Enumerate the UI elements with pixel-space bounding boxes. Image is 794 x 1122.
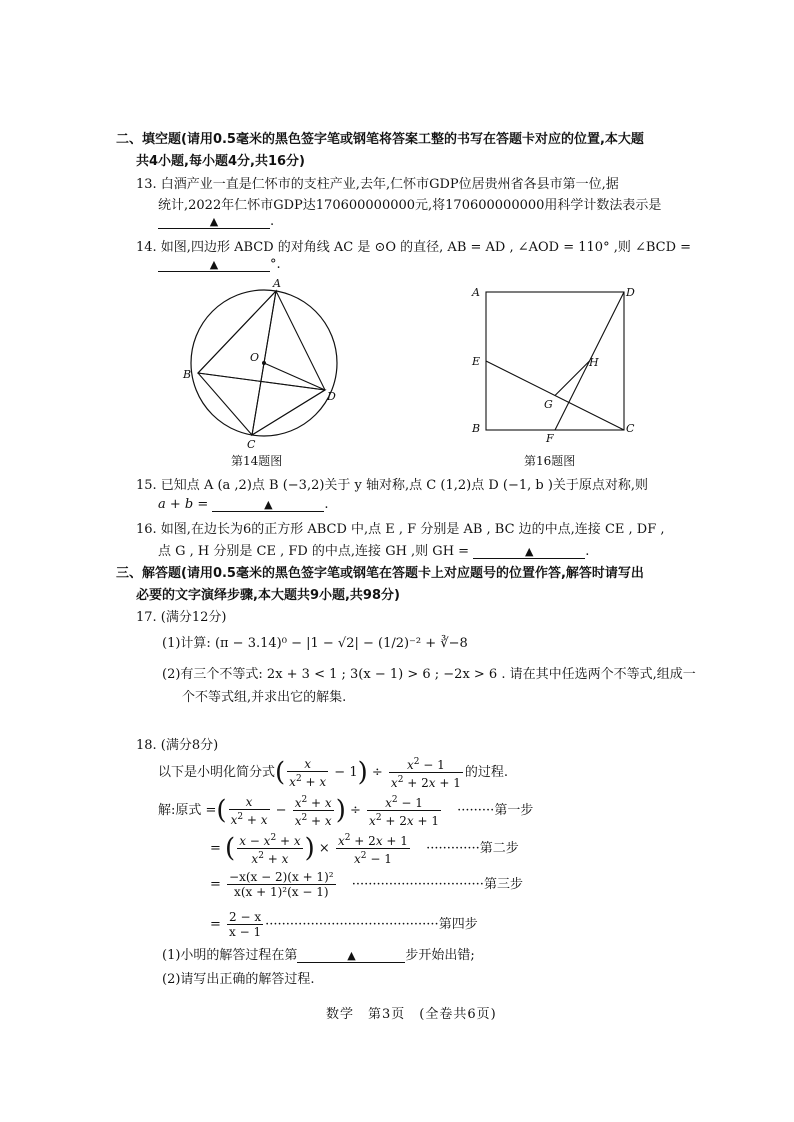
q14-answer-blank: ▲ °. — [158, 256, 281, 272]
q18-step2: = ( $\frac{x - x^2 + x}{x^2 + x}$ ) × $\frac{x^2 + 2x + 1}{x^2 - 1}$ ·············第二步 — [210, 833, 519, 866]
figure-16-diagram — [465, 280, 645, 450]
fig16-label-H: H — [589, 356, 599, 369]
fig16-label-G: G — [544, 398, 553, 411]
section3-title-line1: 三、解答题(请用0.5毫米的黑色签字笔或钢笔在答题卡上对应题号的位置作答,解答时请写出 — [116, 566, 644, 581]
fig16-label-B: B — [472, 422, 481, 435]
q17-part2-line1: (2)有三个不等式: 2x + 3 < 1 ; 3(x − 1) > 6 ; −2x > 6 . 请在其中任选两个不等式,组成一 — [162, 667, 696, 682]
q18-step2-label: 第二步 — [479, 841, 519, 856]
q18-step1: 解:原式 =( $\frac{x}{x^2 + x}$ − $\frac{x^2 + x}{x^2 + x}$ ) ÷ $\frac{x^2 - 1}{x^2 + 2x + 1}$ ·········第一步 — [158, 794, 534, 828]
q15-line2: a + b = ▲ . — [158, 497, 329, 512]
figure-16-caption: 第16题图 — [524, 454, 576, 468]
fig16-label-D: D — [626, 286, 635, 299]
q15-line1: 15. 已知点 A (a ,2)点 B (−3,2)关于 y 轴对称,点 C (1,2)点 D (−1, b )关于原点对称,则 — [136, 478, 649, 493]
figure-14-caption: 第14题图 — [231, 454, 283, 468]
section2-title-line1: 二、填空题(请用0.5毫米的黑色签字笔或钢笔将答案工整的书写在答题卡对应的位置,本大题 — [116, 132, 644, 147]
q18-heading: 18. (满分8分) — [136, 738, 219, 753]
fig16-label-E: E — [472, 355, 481, 368]
q17-expression: (π − 3.14)⁰ − |1 − √2| − (1/2)⁻² + ∛−8 — [214, 636, 468, 651]
q17-part2-line2: 个不等式组,并求出它的解集. — [182, 690, 347, 705]
section2-title-line2: 共4小题,每小题4分,共16分) — [136, 154, 306, 169]
q18-step3-label: 第三步 — [483, 877, 523, 892]
q18-step3: = $\frac{\text{−x(x − 2)(x + 1)²}}{\text{x(x + 1)²(x − 1)}}$ ································第三步 — [210, 870, 523, 899]
q17-part1: (1)计算: (π − 3.14)⁰ − |1 − √2| − (1/2)⁻² + ∛−8 — [162, 636, 468, 651]
q13-answer-blank: ▲ . — [158, 213, 274, 229]
q13-line2: 统计,2022年仁怀市GDP达170600000000元,将170600000000用科学计数法表示是 — [158, 198, 662, 213]
q18-step1-label: 第一步 — [494, 803, 534, 818]
fig14-label-A: A — [273, 277, 281, 290]
fig16-label-C: C — [626, 422, 635, 435]
q17-heading: 17. (满分12分) — [136, 610, 227, 625]
q18-sub1: (1)小明的解答过程在第 ▲ 步开始出错; — [162, 948, 475, 963]
q16-line1: 16. 如图,在边长为6的正方形 ABCD 中,点 E , F 分别是 AB , BC 边的中点,连接 CE , DF , — [136, 522, 665, 537]
q18-sub2: (2)请写出正确的解答过程. — [162, 972, 315, 987]
q18-step4: = $\frac{2 - x}{x - 1}$ ··········································第四步 — [210, 910, 478, 939]
q13-line1: 13. 白酒产业一直是仁怀市的支柱产业,去年,仁怀市GDP位居贵州省各县市第一位,据 — [136, 177, 619, 192]
fig14-label-D: D — [327, 390, 336, 403]
q16-line2: 点 G , H 分别是 CE , FD 的中点,连接 GH ,则 GH = ▲ . — [158, 544, 590, 559]
section3-title-line2: 必要的文字演绎步骤,本大题共9小题,共98分) — [136, 588, 400, 603]
figure-14-diagram — [170, 276, 350, 454]
fig16-label-A: A — [472, 286, 480, 299]
q18-step4-label: 第四步 — [438, 917, 478, 932]
fig14-label-O: O — [250, 351, 260, 364]
q14-line1: 14. 如图,四边形 ABCD 的对角线 AC 是 ⊙O 的直径, AB = AD , ∠AOD = 110° ,则 ∠BCD = — [136, 240, 692, 255]
page-footer: 数学 第3页 (全卷共6页) — [326, 1007, 497, 1022]
fig14-label-B: B — [183, 368, 192, 381]
fig16-label-F: F — [546, 432, 554, 445]
q18-intro: 以下是小明化简分式( $\frac{x}{x^2 + x}$ − 1) ÷ $\frac{x^2 - 1}{x^2 + 2x + 1}$ 的过程. — [158, 756, 509, 790]
fig14-label-C: C — [247, 438, 256, 451]
